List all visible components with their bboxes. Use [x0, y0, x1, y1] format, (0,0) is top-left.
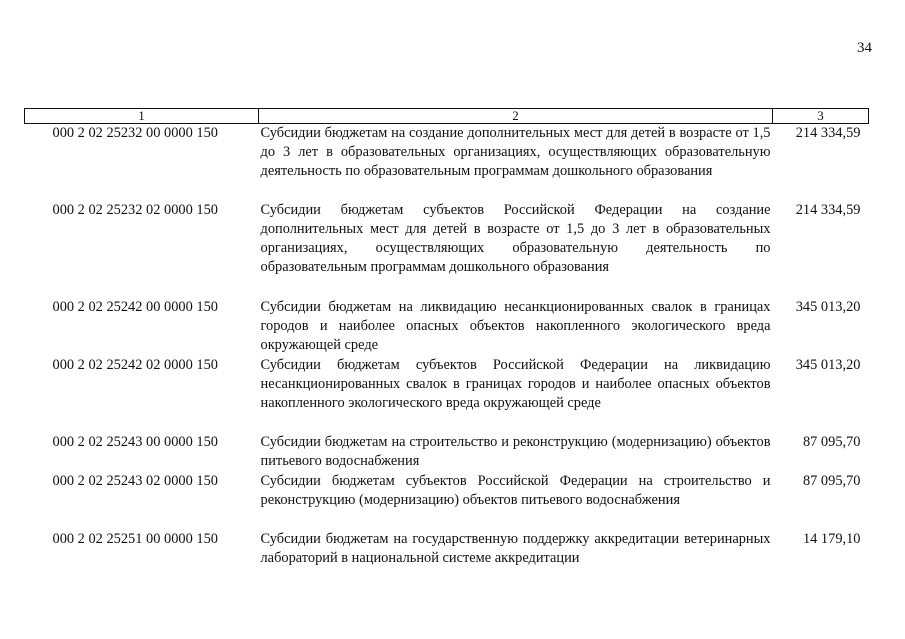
table-row [25, 433, 869, 472]
row-description: Субсидии бюджетам на ликвидацию несанкционированных свалок в границах городов и наиболее опасных объектов накопленного экологического вреда окружающей среде [260, 298, 771, 353]
row-code: 000 2 02 25243 00 0000 150 [52, 433, 218, 450]
row-description: Субсидии бюджетам субъектов Российской Федерации на строительство и реконструкцию (модернизацию) объектов питьевого водоснабжения [260, 472, 771, 508]
row-amount: 87 095,70 [802, 433, 861, 450]
row-description: Субсидии бюджетам субъектов Российской Федерации на создание дополнительных мест для детей в возрасте от 1,5 до 3 лет в образовательных организациях, осуществляющих образовательную деятельность по образовательным программам дошкольного образования [260, 201, 771, 275]
row-amount: 14 179,10 [802, 530, 861, 547]
table-row [25, 124, 869, 201]
row-code: 000 2 02 25232 00 0000 150 [52, 125, 218, 141]
column-header-code: 1 [25, 109, 259, 124]
column-header-description: 2 [259, 109, 773, 124]
row-amount: 214 334,59 [795, 125, 861, 141]
table-row [25, 201, 869, 298]
column-header-amount: 3 [773, 109, 869, 124]
row-description: Субсидии бюджетам на государственную поддержку аккредитации ветеринарных лабораторий в национальной системе аккредитации [260, 530, 771, 566]
row-description: Субсидии бюджетам на создание дополнительных мест для детей в возрасте от 1,5 до 3 лет в образовательных организациях, осуществляющих образовательную деятельность по образовательным программам дошкольного образования [260, 125, 771, 179]
row-code: 000 2 02 25243 02 0000 150 [52, 472, 218, 489]
table-row [25, 298, 869, 356]
budget-table [24, 108, 869, 570]
row-description: Субсидии бюджетам на строительство и реконструкцию (модернизацию) объектов питьевого водоснабжения [260, 433, 771, 469]
row-code: 000 2 02 25242 02 0000 150 [52, 356, 218, 373]
table-header-row [25, 109, 869, 124]
row-amount: 345 013,20 [795, 356, 861, 373]
row-code: 000 2 02 25251 00 0000 150 [52, 530, 218, 547]
row-amount: 214 334,59 [795, 201, 861, 218]
row-code: 000 2 02 25242 00 0000 150 [52, 298, 218, 315]
table-row [25, 472, 869, 530]
table-row [25, 356, 869, 433]
row-description: Субсидии бюджетам субъектов Российской Федерации на ликвидацию несанкционированных свалок в границах городов и наиболее опасных объектов накопленного экологического вреда окружающей среде [260, 356, 771, 411]
row-amount: 345 013,20 [795, 298, 861, 315]
page-number: 34 [857, 40, 872, 56]
row-code: 000 2 02 25232 02 0000 150 [52, 201, 218, 218]
table-row [25, 530, 869, 570]
row-amount: 87 095,70 [802, 472, 861, 489]
